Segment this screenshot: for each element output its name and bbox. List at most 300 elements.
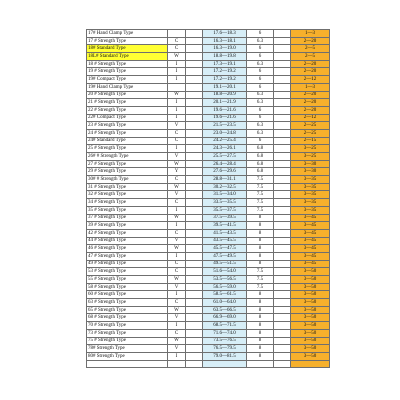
table-row (87, 160, 330, 168)
cell-range: 17.2—19.2 (203, 68, 247, 76)
cell-range: 58.5—61.5 (203, 291, 247, 299)
cell-weight: 8 (247, 329, 274, 337)
table-row (87, 129, 330, 137)
cell-weight: 6.8 (247, 168, 274, 176)
cell-empty (274, 352, 291, 360)
cell-weight: 7.5 (247, 268, 274, 276)
cell-grade: W (168, 306, 186, 314)
cell-empty (274, 199, 291, 207)
table-row (87, 245, 330, 253)
cell-length: 3—50 (291, 306, 330, 314)
cell-length: 3—50 (291, 276, 330, 284)
cell-weight: 6.3 (247, 60, 274, 68)
cell-weight: 7.5 (247, 191, 274, 199)
cell-length: 3—45 (291, 237, 330, 245)
cell-weight: 8 (247, 314, 274, 322)
cell-range: 61.0—64.0 (203, 299, 247, 307)
table-row (87, 260, 330, 268)
cell-length: 3—50 (291, 283, 330, 291)
table-row (87, 183, 330, 191)
cell-empty (186, 237, 203, 245)
cell-grade: C (168, 176, 186, 184)
cell-empty (274, 214, 291, 222)
cell-model-name: 44 # Strength Type (87, 237, 168, 245)
cell-range: 23.0—24.8 (203, 129, 247, 137)
table-row (87, 83, 330, 91)
cell-grade: W (168, 53, 186, 61)
table-row (87, 237, 330, 245)
cell-empty (186, 176, 203, 184)
cell-length: 3—25 (291, 145, 330, 153)
cell-model-name: 26# # Strength Type (87, 153, 168, 161)
cell-model-name: 70 # Strength Type (87, 322, 168, 330)
table-row (87, 176, 330, 184)
table-row (87, 329, 330, 337)
cell-weight: 6 (247, 45, 274, 53)
cell-weight: 8 (247, 222, 274, 230)
cell-length: 2—20 (291, 91, 330, 99)
cell-empty (274, 237, 291, 245)
cell-model-name: 17 # Strength Type (87, 37, 168, 45)
cell-weight: 6 (247, 30, 274, 38)
cell-range: 53.5—56.5 (203, 276, 247, 284)
cell-empty (186, 276, 203, 284)
cell-length: 2—15 (291, 137, 330, 145)
cell-range: 43.5—45.5 (203, 237, 247, 245)
cell-empty (186, 45, 203, 53)
cell-grade: W (168, 160, 186, 168)
cell-length: 3—35 (291, 176, 330, 184)
cell-length: 3—45 (291, 260, 330, 268)
cell-weight: 7.5 (247, 176, 274, 184)
cell-empty (186, 252, 203, 260)
cell-empty (186, 352, 203, 360)
cell-empty (274, 245, 291, 253)
cell-model-name: 18# Standard Type (87, 45, 168, 53)
cell-grade: I (168, 99, 186, 107)
table-row (87, 199, 330, 207)
cell-model-name: 78# Strength Type (87, 345, 168, 353)
cell-grade: C (168, 137, 186, 145)
cell-empty (274, 183, 291, 191)
cell-empty (186, 245, 203, 253)
cell-grade: C (168, 37, 186, 45)
cell-grade: V (168, 237, 186, 245)
cell-model-name: 65 # Strength Type (87, 306, 168, 314)
cell-empty (186, 199, 203, 207)
cell-length: 3—50 (291, 352, 330, 360)
cell-empty (186, 291, 203, 299)
cell-length: 2—20 (291, 68, 330, 76)
table-row (87, 30, 330, 38)
cell-range: 45.5—47.5 (203, 245, 247, 253)
cell-weight (247, 360, 274, 368)
cell-range: 35.5—37.5 (203, 206, 247, 214)
cell-empty (274, 160, 291, 168)
cell-model-name: 30# # Strength Type (87, 176, 168, 184)
cell-grade: I (168, 352, 186, 360)
cell-empty (274, 99, 291, 107)
cell-range: 17.6—18.3 (203, 30, 247, 38)
cell-model-name: 60 # Strength Type (87, 291, 168, 299)
cell-empty (274, 37, 291, 45)
cell-weight: 7.5 (247, 283, 274, 291)
table-row (87, 191, 330, 199)
cell-length: 2—20 (291, 37, 330, 45)
cell-length: 3—35 (291, 199, 330, 207)
cell-grade: I (168, 322, 186, 330)
cell-empty (186, 106, 203, 114)
cell-weight: 6.8 (247, 153, 274, 161)
cell-weight: 6 (247, 68, 274, 76)
cell-empty (274, 83, 291, 91)
cell-model-name: 19# Hand Clamp Type (87, 83, 168, 91)
cell-weight: 8 (247, 345, 274, 353)
cell-length: 3—45 (291, 245, 330, 253)
cell-model-name: 75 # Strength Type (87, 337, 168, 345)
cell-model-name: 35 # Strength Type (87, 206, 168, 214)
cell-length: 3—30 (291, 168, 330, 176)
cell-range: 71.6—74.0 (203, 329, 247, 337)
table-row (87, 153, 330, 161)
cell-length: 2—12 (291, 114, 330, 122)
table-row (87, 37, 330, 45)
cell-model-name: 73 # Strength Type (87, 329, 168, 337)
cell-grade: I (168, 106, 186, 114)
cell-range: 28.8—31.1 (203, 176, 247, 184)
cell-empty (274, 276, 291, 284)
cell-grade: Y (168, 168, 186, 176)
cell-empty (186, 37, 203, 45)
cell-empty (186, 91, 203, 99)
cell-weight: 8 (247, 291, 274, 299)
table-row (87, 283, 330, 291)
cell-range: 18.8—20.9 (203, 91, 247, 99)
cell-length: 2—25 (291, 129, 330, 137)
cell-empty (274, 76, 291, 84)
cell-length: 3—35 (291, 191, 330, 199)
cell-grade: V (168, 314, 186, 322)
cell-length: 3—45 (291, 252, 330, 260)
cell-grade (168, 360, 186, 368)
cell-range: 19.1—20.1 (203, 83, 247, 91)
cell-length: 2—20 (291, 60, 330, 68)
cell-model-name: 37 # Strength Type (87, 214, 168, 222)
cell-weight: 7.5 (247, 206, 274, 214)
cell-empty (274, 168, 291, 176)
cell-length: 2—25 (291, 122, 330, 130)
cell-grade (168, 30, 186, 38)
cell-range: 47.5—49.5 (203, 252, 247, 260)
cell-range: 30.2—32.5 (203, 183, 247, 191)
cell-grade: C (168, 268, 186, 276)
cell-grade: C (168, 229, 186, 237)
cell-empty (186, 329, 203, 337)
cell-empty (186, 30, 203, 38)
cell-model-name: 46 # Strength Type (87, 245, 168, 253)
cell-length: 3—50 (291, 329, 330, 337)
table-row (87, 252, 330, 260)
cell-empty (274, 345, 291, 353)
cell-grade: I (168, 252, 186, 260)
cell-length: 3—50 (291, 314, 330, 322)
cell-grade: I (168, 114, 186, 122)
table-row (87, 352, 330, 360)
cell-model-name: 29 # Strength Type (87, 168, 168, 176)
cell-empty (274, 122, 291, 130)
table-row (87, 114, 330, 122)
table-row (87, 168, 330, 176)
cell-range: 68.5—71.5 (203, 322, 247, 330)
cell-range: 21.5—23.5 (203, 122, 247, 130)
cell-empty (186, 191, 203, 199)
cell-model-name: 18 # Strength Type (87, 60, 168, 68)
cell-grade: C (168, 45, 186, 53)
cell-empty (186, 299, 203, 307)
cell-weight: 8 (247, 245, 274, 253)
cell-range: 51.6—54.0 (203, 268, 247, 276)
cell-weight: 6.8 (247, 145, 274, 153)
cell-weight: 6.3 (247, 37, 274, 45)
cell-length: 3—50 (291, 345, 330, 353)
cell-range: 66.9—69.0 (203, 314, 247, 322)
cell-model-name: 22 # Strength Type (87, 106, 168, 114)
cell-weight: 6 (247, 106, 274, 114)
cell-range: 79.0—81.5 (203, 352, 247, 360)
cell-weight: 8 (247, 252, 274, 260)
cell-grade: I (168, 76, 186, 84)
cell-empty (186, 206, 203, 214)
cell-empty (186, 168, 203, 176)
cell-model-name: 27 # Strength Type (87, 160, 168, 168)
cell-empty (274, 337, 291, 345)
cell-grade: I (168, 68, 186, 76)
table-row (87, 306, 330, 314)
cell-empty (274, 222, 291, 230)
table-row (87, 322, 330, 330)
cell-model-name: 58 # Strength Type (87, 283, 168, 291)
cell-range: 73.5—76.5 (203, 337, 247, 345)
table-row (87, 229, 330, 237)
cell-model-name: 55 # Strength Type (87, 276, 168, 284)
cell-grade: I (168, 145, 186, 153)
cell-grade: V (168, 345, 186, 353)
cell-weight: 6 (247, 83, 274, 91)
cell-grade: V (168, 153, 186, 161)
cell-range: 24.2—25.4 (203, 137, 247, 145)
cell-model-name: 39 # Strength Type (87, 222, 168, 230)
cell-empty (274, 60, 291, 68)
cell-length: 2—5 (291, 45, 330, 53)
cell-empty (274, 137, 291, 145)
table-row (87, 206, 330, 214)
cell-empty (274, 252, 291, 260)
table-row (87, 68, 330, 76)
cell-length: 2—20 (291, 106, 330, 114)
cell-empty (274, 145, 291, 153)
table-row (87, 276, 330, 284)
cell-empty (274, 229, 291, 237)
cell-model-name: 47 # Strength Type (87, 252, 168, 260)
cell-range: 27.6—29.6 (203, 168, 247, 176)
cell-range: 37.5—39.5 (203, 214, 247, 222)
cell-empty (274, 114, 291, 122)
cell-length (291, 360, 330, 368)
cell-empty (186, 345, 203, 353)
cell-range: 63.5—66.5 (203, 306, 247, 314)
cell-empty (274, 91, 291, 99)
cell-grade (168, 83, 186, 91)
cell-model-name: 19 # Strength Type (87, 68, 168, 76)
cell-empty (274, 45, 291, 53)
table-row (87, 145, 330, 153)
cell-weight: 6.3 (247, 99, 274, 107)
cell-empty (274, 283, 291, 291)
cell-model-name: 63 # Strength Type (87, 299, 168, 307)
cell-empty (274, 206, 291, 214)
cell-empty (186, 99, 203, 107)
cell-empty (186, 283, 203, 291)
cell-length: 2—5 (291, 53, 330, 61)
cell-empty (274, 306, 291, 314)
cell-weight: 6 (247, 137, 274, 145)
cell-empty (186, 122, 203, 130)
cell-model-name: 22# Compact Type (87, 114, 168, 122)
cell-empty (186, 360, 203, 368)
cell-grade: W (168, 337, 186, 345)
cell-length: 1—3 (291, 30, 330, 38)
cell-weight: 8 (247, 229, 274, 237)
cell-grade: V (168, 191, 186, 199)
cell-empty (186, 83, 203, 91)
cell-empty (274, 53, 291, 61)
cell-length: 1—3 (291, 83, 330, 91)
cell-length: 2—12 (291, 76, 330, 84)
cell-grade: C (168, 329, 186, 337)
cell-range: 20.1—21.9 (203, 99, 247, 107)
table-row (87, 214, 330, 222)
cell-weight: 8 (247, 260, 274, 268)
cell-grade: V (168, 122, 186, 130)
table-row (87, 222, 330, 230)
cell-model-name: 21 # Strength Type (87, 99, 168, 107)
cell-empty (186, 137, 203, 145)
cell-length: 3—45 (291, 214, 330, 222)
cell-empty (274, 322, 291, 330)
cell-weight: 6 (247, 76, 274, 84)
cell-model-name (87, 360, 168, 368)
cell-model-name: 49 # Strength Type (87, 260, 168, 268)
cell-length: 3—45 (291, 229, 330, 237)
cell-empty (186, 145, 203, 153)
cell-weight: 6.8 (247, 160, 274, 168)
cell-model-name: 34 # Strength Type (87, 199, 168, 207)
cell-range: 24.3—26.1 (203, 145, 247, 153)
cell-range: 19.6—21.6 (203, 106, 247, 114)
cell-weight: 7.5 (247, 199, 274, 207)
cell-model-name: 17# Hand Clamp Type (87, 30, 168, 38)
cell-empty (186, 214, 203, 222)
table-row (87, 337, 330, 345)
cell-empty (274, 129, 291, 137)
cell-length: 3—45 (291, 222, 330, 230)
cell-weight: 8 (247, 214, 274, 222)
table-row (87, 76, 330, 84)
cell-length: 3—50 (291, 299, 330, 307)
cell-range: 56.5—59.0 (203, 283, 247, 291)
cell-weight: 6 (247, 114, 274, 122)
cell-empty (274, 268, 291, 276)
cell-grade: I (168, 60, 186, 68)
cell-empty (186, 222, 203, 230)
cell-empty (186, 229, 203, 237)
cell-empty (186, 129, 203, 137)
cell-empty (274, 176, 291, 184)
table-row (87, 122, 330, 130)
cell-range: 25.5—27.5 (203, 153, 247, 161)
spec-table-body (87, 30, 330, 368)
cell-length: 3—35 (291, 206, 330, 214)
cell-empty (186, 68, 203, 76)
cell-weight: 8 (247, 322, 274, 330)
cell-weight: 6.3 (247, 122, 274, 130)
cell-range: 33.5—35.5 (203, 199, 247, 207)
cell-grade: I (168, 206, 186, 214)
cell-grade: W (168, 276, 186, 284)
cell-length: 3—50 (291, 268, 330, 276)
cell-empty (186, 260, 203, 268)
cell-length: 3—50 (291, 322, 330, 330)
cell-empty (186, 337, 203, 345)
table-row (87, 137, 330, 145)
cell-weight: 7.5 (247, 183, 274, 191)
cell-range: 18.8—19.8 (203, 53, 247, 61)
spec-table (86, 29, 330, 368)
cell-empty (274, 191, 291, 199)
cell-empty (186, 60, 203, 68)
cell-model-name: 24 # Strength Type (87, 129, 168, 137)
cell-model-name: 80# Strength Type (87, 352, 168, 360)
cell-weight: 6.3 (247, 91, 274, 99)
cell-weight: 8 (247, 352, 274, 360)
cell-empty (186, 153, 203, 161)
cell-empty (186, 76, 203, 84)
table-row (87, 268, 330, 276)
cell-empty (186, 114, 203, 122)
cell-empty (186, 322, 203, 330)
cell-range: 17.3—19.1 (203, 60, 247, 68)
cell-length: 3—50 (291, 337, 330, 345)
table-row (87, 345, 330, 353)
cell-weight: 8 (247, 337, 274, 345)
cell-grade: W (168, 214, 186, 222)
cell-weight: 8 (247, 306, 274, 314)
table-row (87, 299, 330, 307)
cell-grade: C (168, 260, 186, 268)
cell-empty (274, 68, 291, 76)
cell-empty (186, 306, 203, 314)
table-row (87, 360, 330, 368)
cell-length: 3—25 (291, 153, 330, 161)
table-row (87, 291, 330, 299)
cell-empty (274, 153, 291, 161)
cell-empty (274, 291, 291, 299)
cell-model-name: 25 # Strength Type (87, 145, 168, 153)
cell-weight: 6.3 (247, 129, 274, 137)
table-row (87, 314, 330, 322)
cell-grade: I (168, 222, 186, 230)
cell-grade: I (168, 291, 186, 299)
